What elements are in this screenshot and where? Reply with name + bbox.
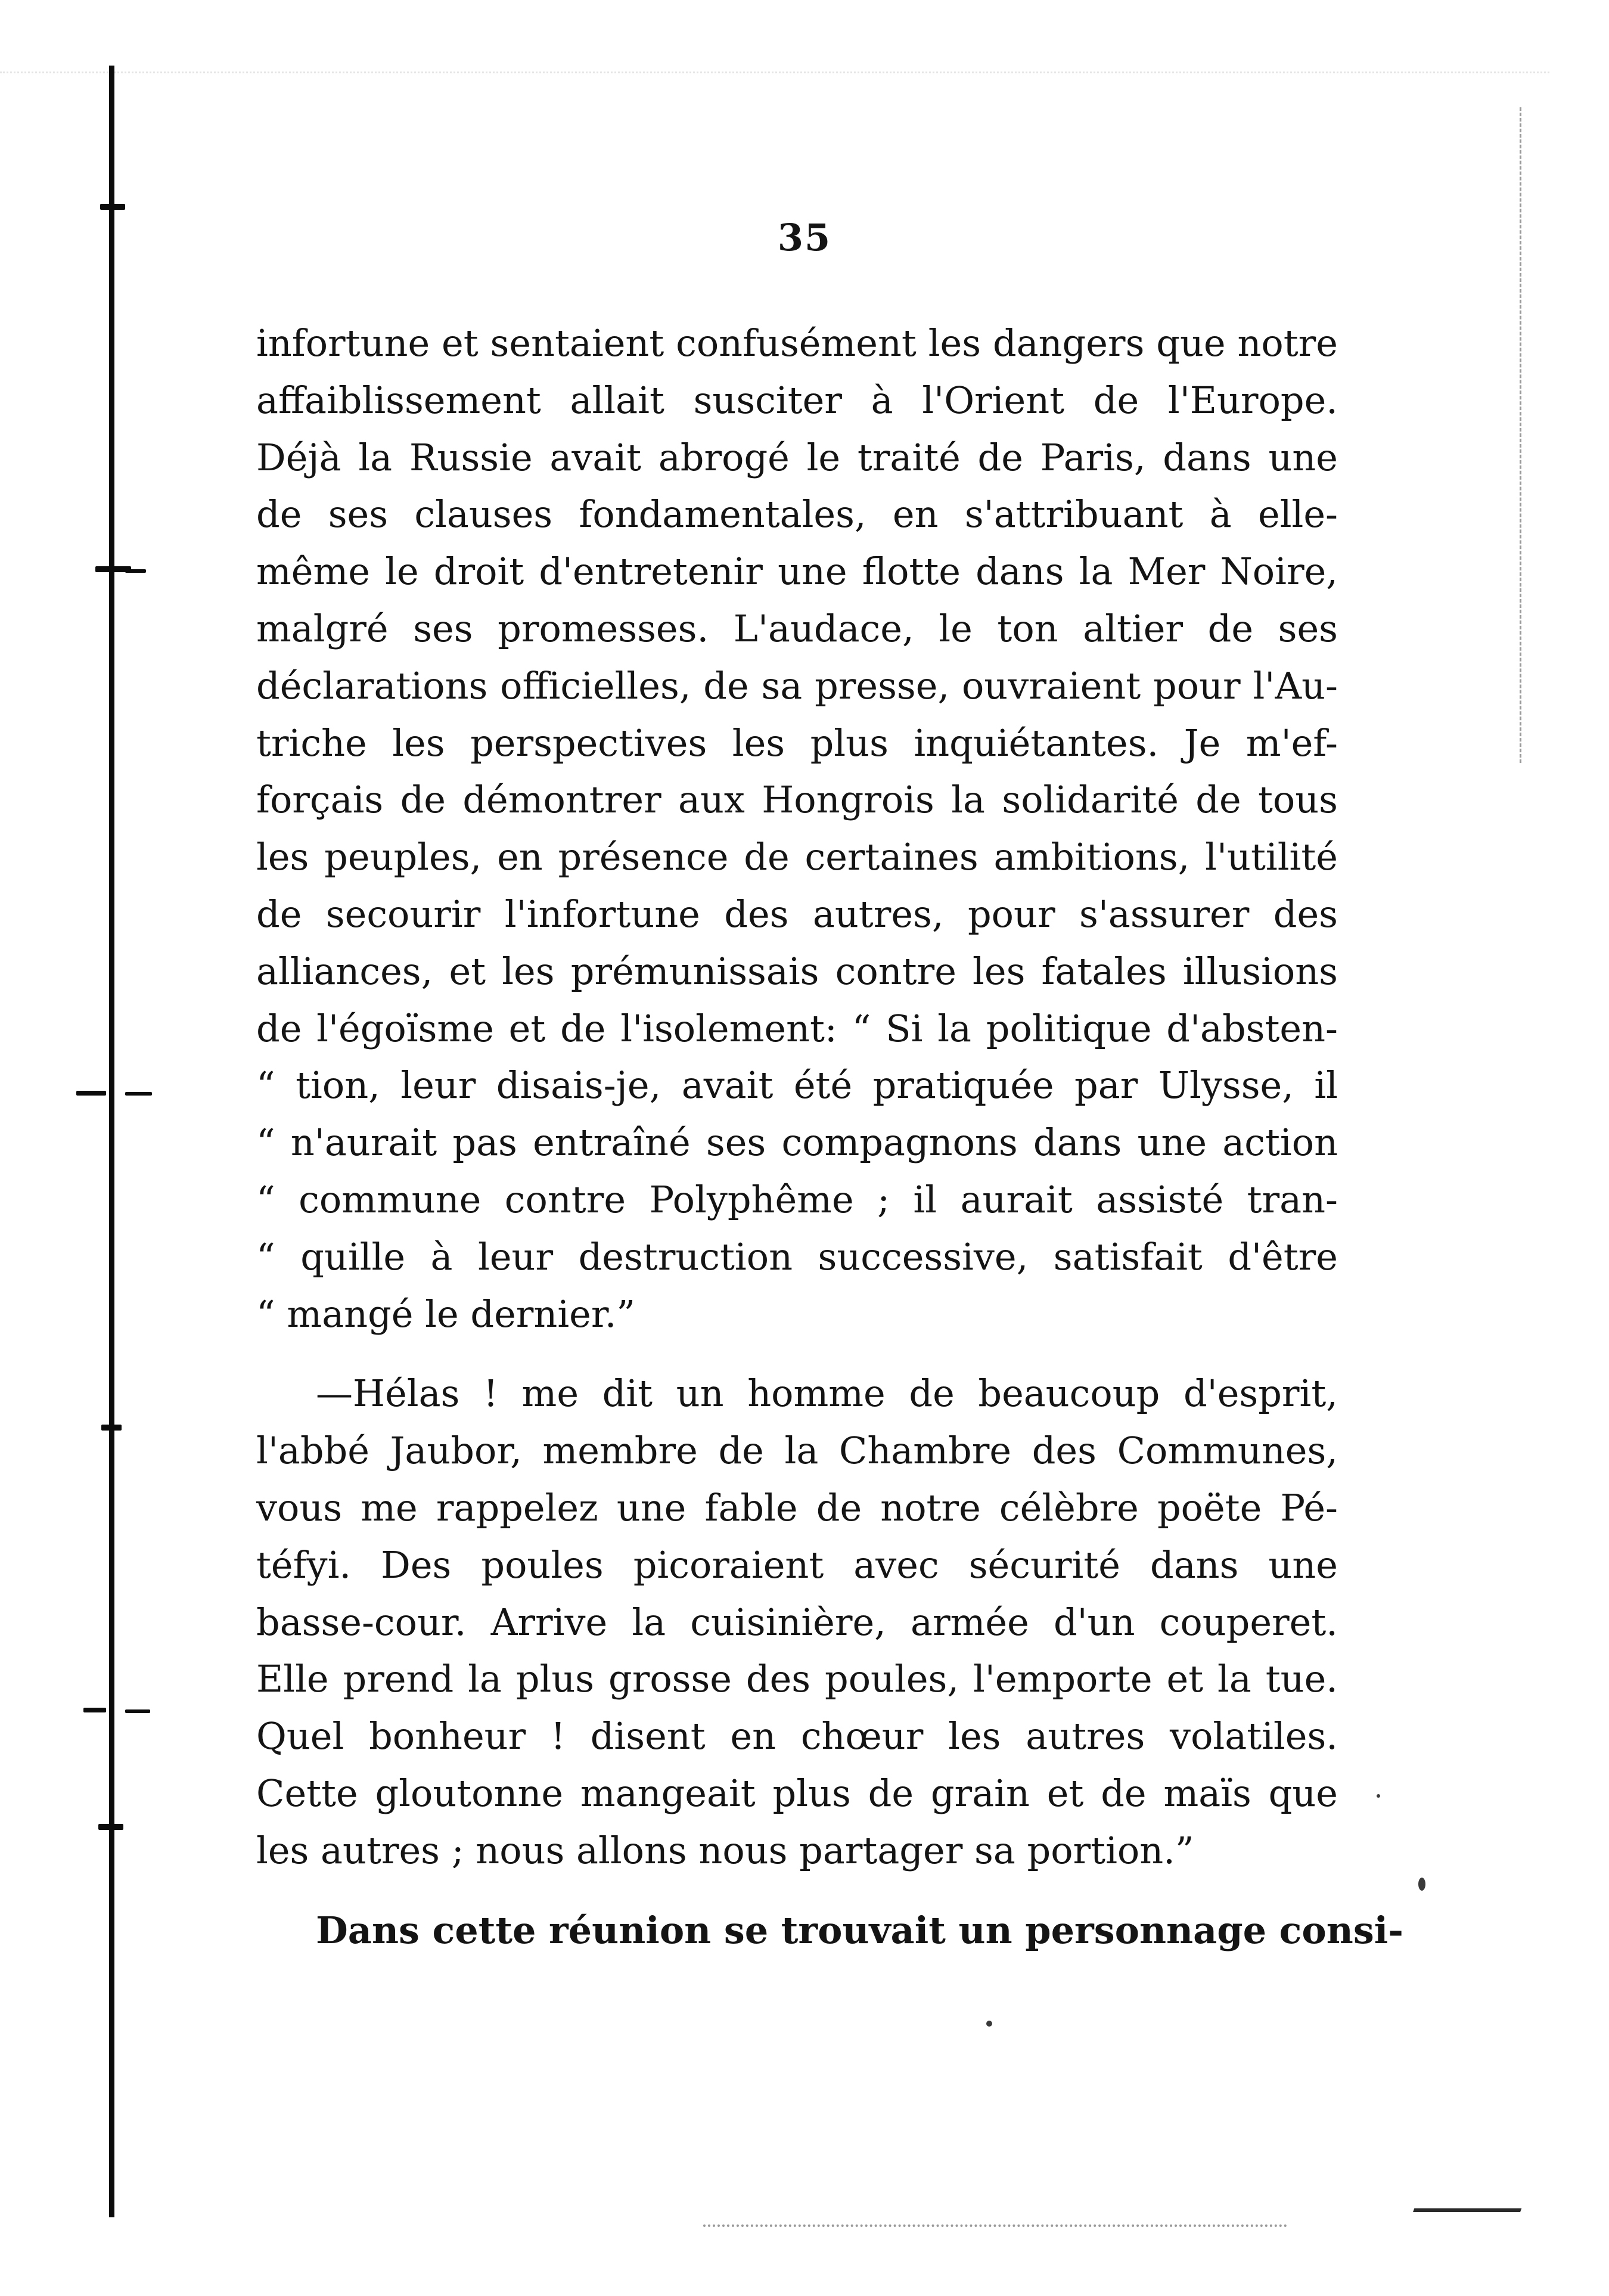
scan-right-edge-marks xyxy=(1520,107,1524,763)
text-line: Déjà la Russie avait abrogé le traité de Paris, dans une xyxy=(256,435,1338,479)
binding-tick xyxy=(125,1709,150,1713)
binding-tick xyxy=(100,204,125,210)
text-line: téfyi. Des poules picoraient avec sécurité dans une xyxy=(256,1543,1338,1587)
text-line: forçais de démontrer aux Hongrois la solidarité de tous xyxy=(256,778,1338,822)
text-line: déclarations officielles, de sa presse, ouvraient pour l'Au- xyxy=(256,663,1338,708)
text-line: les autres ; nous allons nous partager sa portion.” xyxy=(256,1828,1194,1872)
scan-speck xyxy=(1377,1794,1380,1798)
text-line: l'abbé Jaubor, membre de la Chambre des Communes, xyxy=(256,1429,1338,1473)
text-line: infortune et sentaient confusément les dangers que notre xyxy=(256,321,1338,365)
text-line: “ mangé le dernier.” xyxy=(256,1292,636,1336)
text-line: de ses clauses fondamentales, en s'attribuant à elle- xyxy=(256,492,1338,536)
scan-edge-dots xyxy=(0,72,1549,73)
body-text xyxy=(256,315,1404,1959)
text-line: Quel bonheur ! disent en chœur les autres volatiles. xyxy=(256,1714,1338,1758)
text-line: —Hélas ! me dit un homme de beaucoup d'esprit, xyxy=(316,1372,1338,1416)
binding-tick xyxy=(76,1091,106,1096)
text-line: “ quille à leur destruction successive, satisfait d'être xyxy=(256,1234,1338,1279)
scan-smudge xyxy=(1411,2208,1522,2219)
text-line: alliances, et les prémunissais contre les fatales illusions xyxy=(256,949,1338,993)
text-line: “ n'aurait pas entraîné ses compagnons dans une action xyxy=(256,1121,1338,1165)
text-line: “ commune contre Polyphême ; il aurait assisté tran- xyxy=(256,1177,1338,1221)
binding-tick xyxy=(83,1708,106,1712)
paragraph-gap xyxy=(256,1342,1338,1365)
text-line: triche les perspectives les plus inquiétantes. Je m'ef- xyxy=(256,721,1338,765)
text-line: Cette gloutonne mangeait plus de grain et de maïs que xyxy=(256,1771,1338,1815)
text-line: les peuples, en présence de certaines ambitions, l'utilité xyxy=(256,835,1338,879)
binding-tick xyxy=(125,1092,152,1096)
scan-speck xyxy=(986,2021,992,2027)
scan-speck xyxy=(1418,1878,1425,1891)
scan-bottom-dots xyxy=(703,2224,1287,2227)
text-line: même le droit d'entretenir une flotte dans la Mer Noire, xyxy=(256,550,1338,594)
paragraph-gap xyxy=(256,1879,1338,1902)
text-line: de l'égoïsme et de l'isolement: “ Si la politique d'absten- xyxy=(256,1006,1338,1050)
text-line: Elle prend la plus grosse des poules, l'emporte et la tue. xyxy=(256,1657,1338,1701)
text-line: Dans cette réunion se trouvait un personnage consi- xyxy=(316,1908,1404,1952)
binding-tick xyxy=(98,1824,123,1830)
page-number: 35 xyxy=(777,216,832,259)
text-line: “ tion, leur disais-je, avait été pratiquée par Ulysse, il xyxy=(256,1063,1338,1107)
text-line: vous me rappelez une fable de notre célèbre poëte Pé- xyxy=(256,1485,1338,1529)
text-line: de secourir l'infortune des autres, pour s'assurer des xyxy=(256,892,1338,936)
text-line: malgré ses promesses. L'audace, le ton altier de ses xyxy=(256,606,1338,650)
binding-rule xyxy=(109,66,114,2217)
text-line: affaiblissement allait susciter à l'Orient de l'Europe. xyxy=(256,378,1338,422)
binding-tick xyxy=(101,1425,122,1431)
binding-tick xyxy=(125,569,146,573)
text-line: basse-cour. Arrive la cuisinière, armée d'un couperet. xyxy=(256,1600,1338,1644)
